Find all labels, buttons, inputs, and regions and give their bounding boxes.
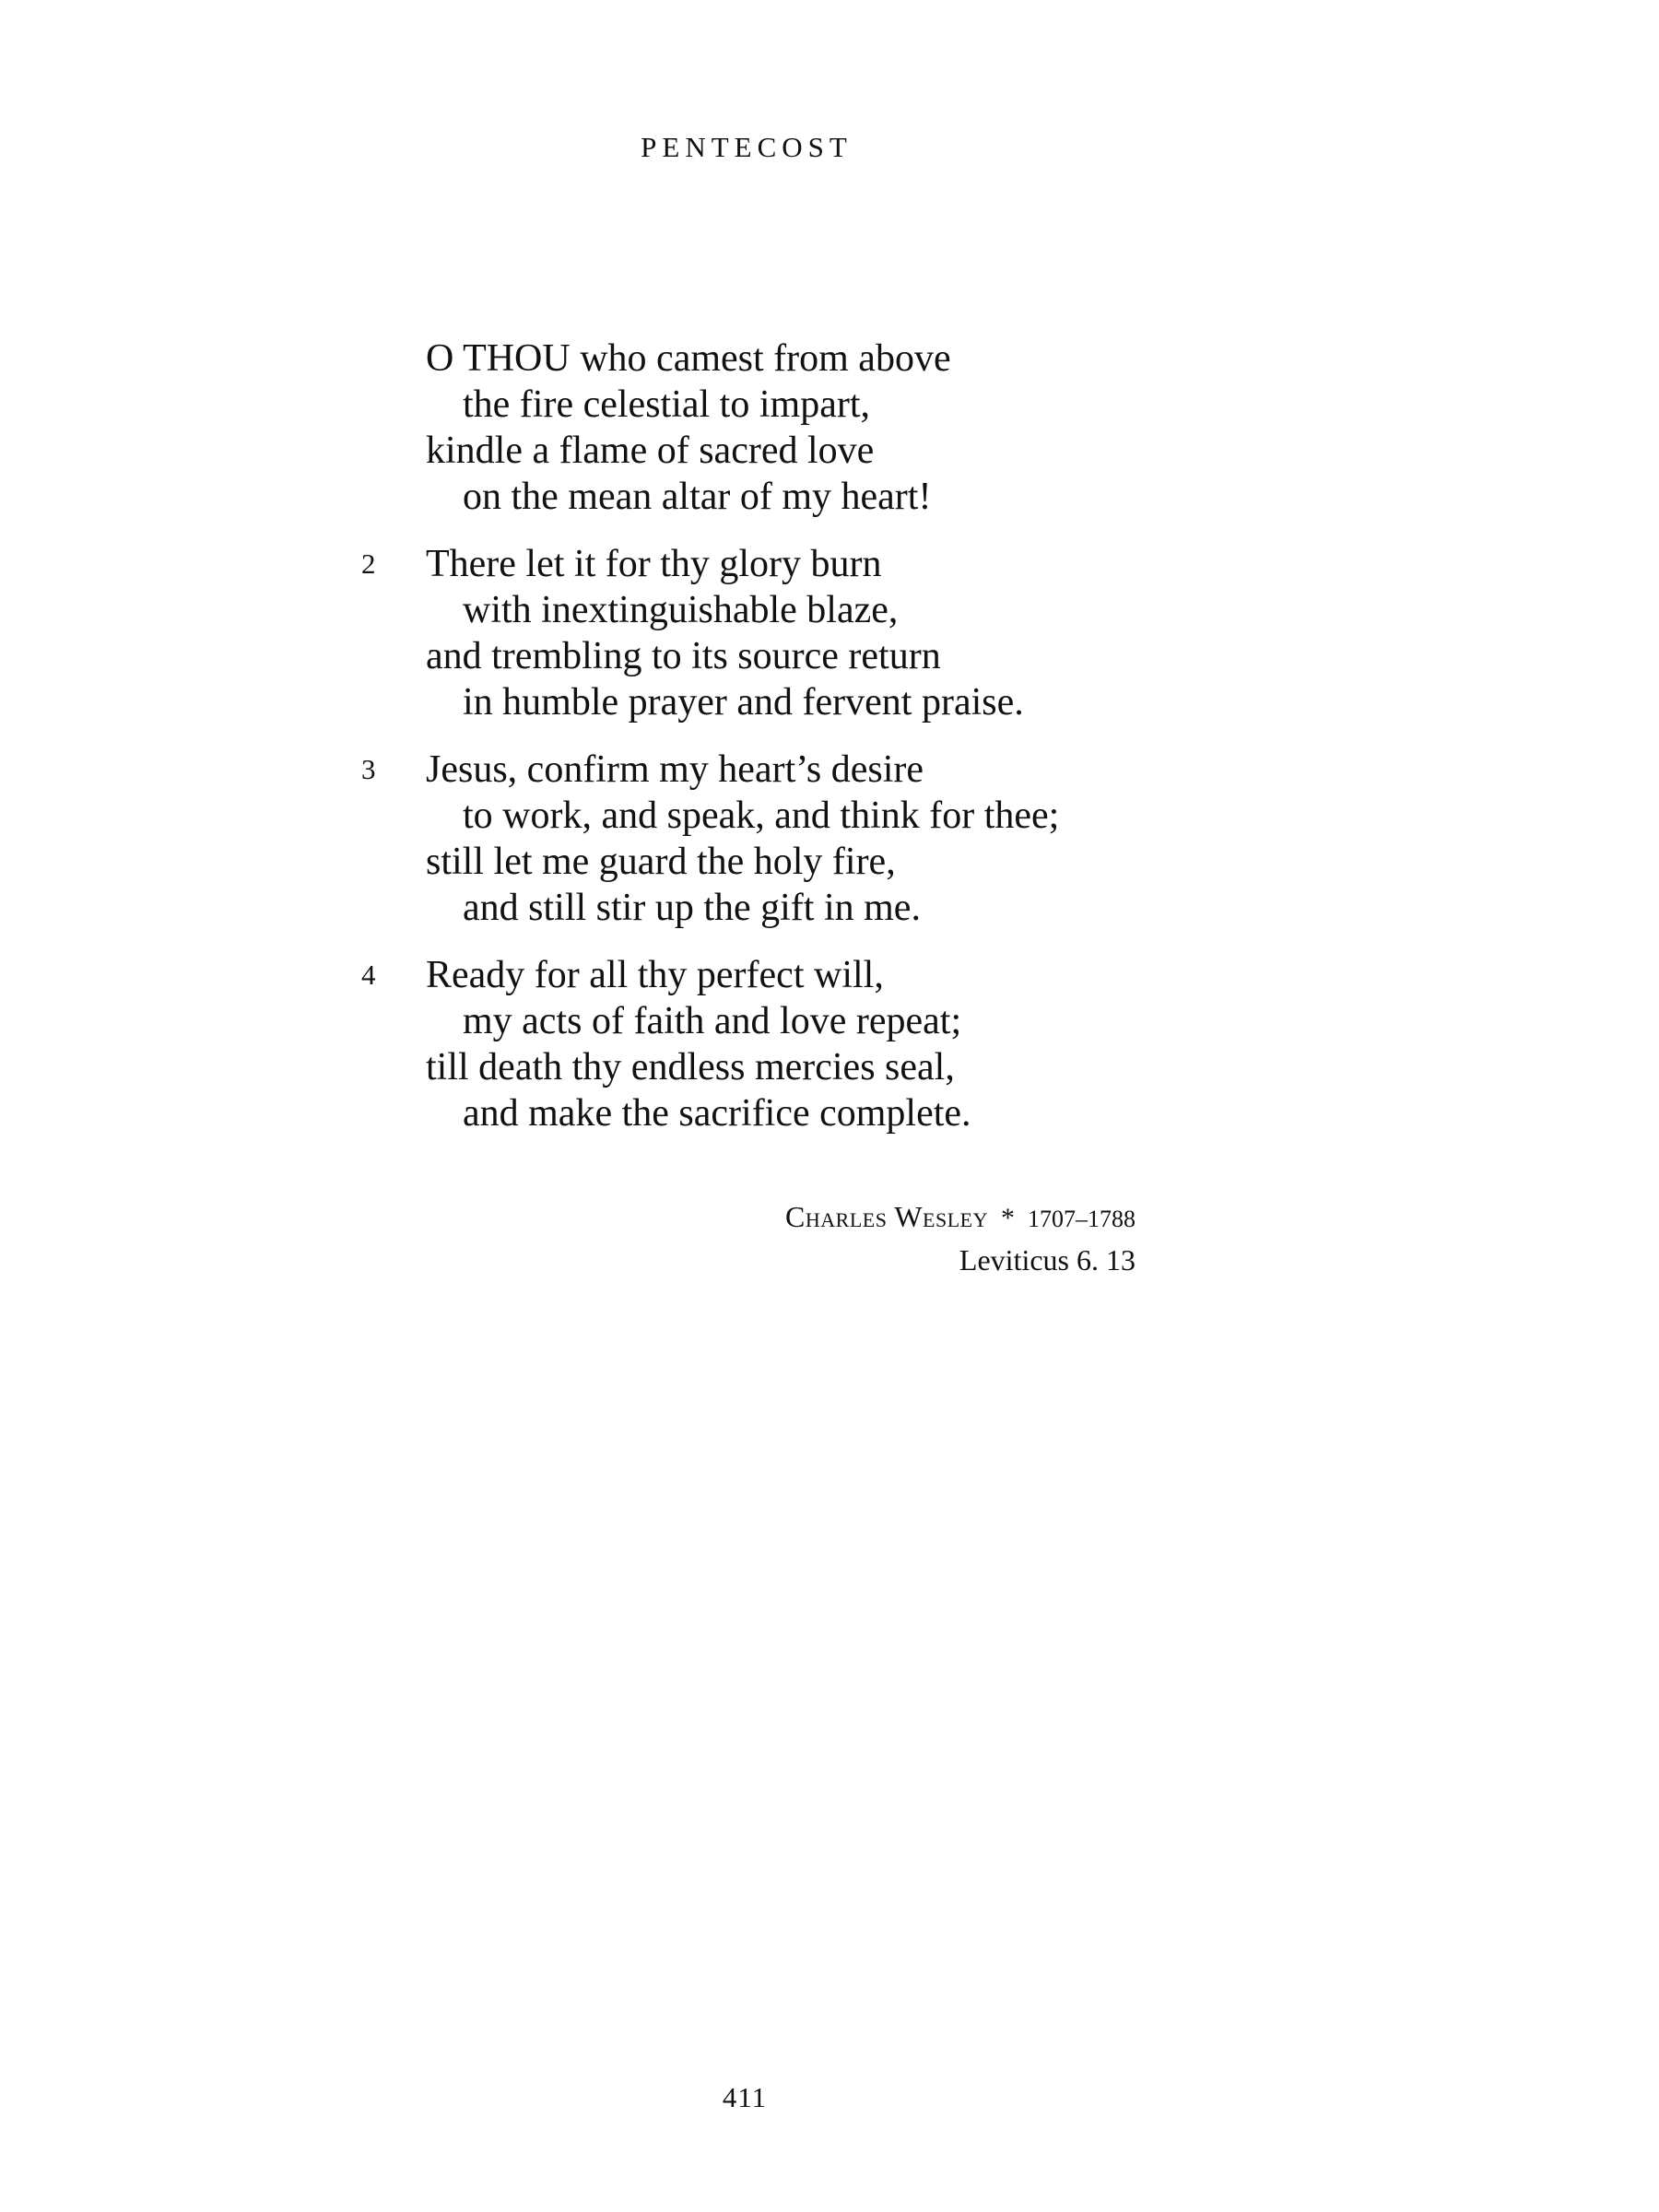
verse-1-line-1: O THOU who camest from above <box>426 337 951 380</box>
page-number: 411 <box>722 2081 768 2113</box>
verse-1-line-2: the fire celestial to impart, <box>463 383 870 426</box>
verse-3-line-3: still let me guard the holy fire, <box>426 841 896 883</box>
verse-3-line-1: Jesus, confirm my heart’s desire <box>426 748 924 791</box>
verse-2-line-4: in humble prayer and fervent praise. <box>463 681 1024 724</box>
verse-1-line-4: on the mean altar of my heart! <box>463 476 932 518</box>
verse-2-line-1: There let it for thy glory burn <box>426 543 882 585</box>
verse-1-line-3: kindle a flame of sacred love <box>426 429 875 472</box>
star-icon: * <box>1001 1203 1015 1233</box>
verse-2-line-2: with inextinguishable blaze, <box>463 589 899 631</box>
attribution <box>0 1196 1135 1280</box>
verse-number: 2 <box>361 547 376 580</box>
author-name: Charles Wesley <box>785 1200 988 1233</box>
author-line <box>0 1196 1135 1240</box>
author-dates: 1707–1788 <box>1028 1206 1135 1232</box>
verse-3-line-4: and still stir up the gift in me. <box>463 887 921 929</box>
verse-4-line-2: my acts of faith and love repeat; <box>463 1000 962 1042</box>
page-title: PENTECOST <box>641 131 853 163</box>
verse-2 <box>361 541 1255 725</box>
verse-number: 3 <box>361 753 376 785</box>
verse-2-line-3: and trembling to its source return <box>426 635 941 677</box>
verse-4-line-3: till death thy endless mercies seal, <box>426 1046 955 1088</box>
hymn-text <box>361 335 1255 1158</box>
verse-number: 4 <box>361 959 376 991</box>
verse-4-line-4: and make the sacrifice complete. <box>463 1092 971 1135</box>
verse-1 <box>426 335 1255 520</box>
verse-4 <box>361 952 1255 1136</box>
verse-3-line-2: to work, and speak, and think for thee; <box>463 794 1060 837</box>
verse-3 <box>361 747 1255 931</box>
verse-4-line-1: Ready for all thy perfect will, <box>426 954 884 996</box>
scripture-reference: Leviticus 6. 13 <box>959 1243 1135 1277</box>
